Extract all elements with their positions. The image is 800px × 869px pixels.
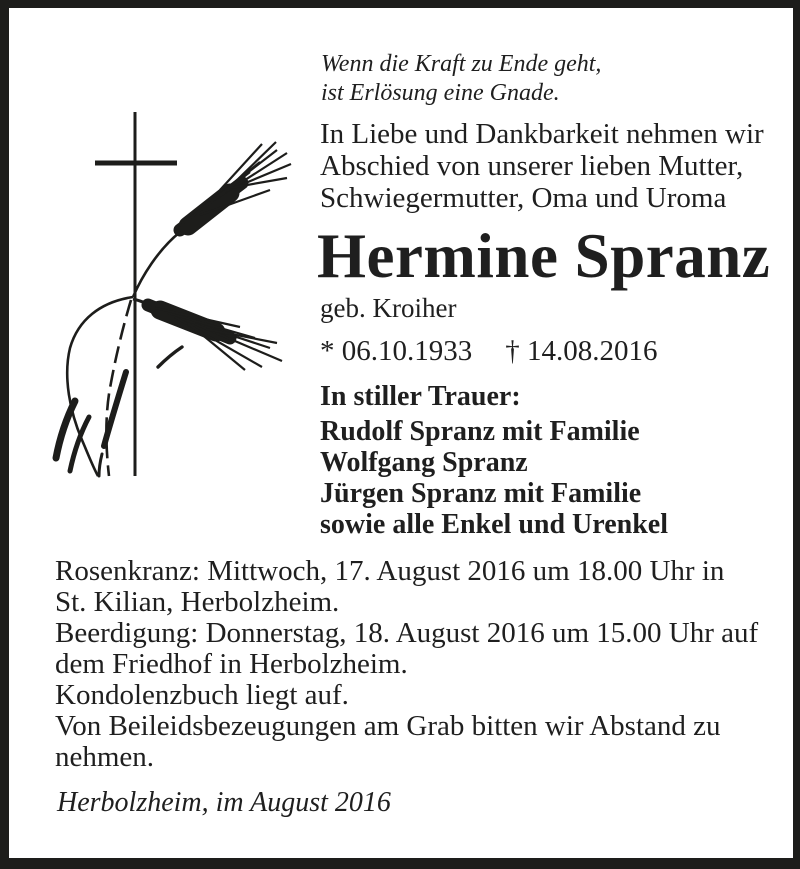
details-line: Rosenkranz: Mittwoch, 17. August 2016 um 18.00 Uhr in xyxy=(55,555,725,587)
details-line: Kondolenzbuch liegt auf. xyxy=(55,679,349,711)
deceased-name: Hermine Spranz xyxy=(317,221,771,291)
funeral-details xyxy=(55,556,758,773)
details-line: Von Beileidsbezeugungen am Grab bitten wir Abstand zu xyxy=(55,710,721,742)
mourning-header: In stiller Trauer: xyxy=(320,381,521,412)
grass-blade xyxy=(99,454,102,476)
life-dates xyxy=(320,335,658,367)
grass-blade xyxy=(56,401,75,458)
opening-quote xyxy=(321,50,601,108)
intro-line: Schwiegermutter, Oma und Uroma xyxy=(320,182,727,214)
mourner-line: Jürgen Spranz mit Familie xyxy=(320,478,642,509)
grass-blade xyxy=(70,417,89,471)
details-line: Beerdigung: Donnerstag, 18. August 2016 um 15.00 Uhr auf xyxy=(55,617,759,649)
details-line: St. Kilian, Herbolzheim. xyxy=(55,586,340,618)
quote-line: ist Erlösung eine Gnade. xyxy=(321,80,560,106)
mourner-line: sowie alle Enkel und Urenkel xyxy=(320,509,668,540)
intro-text xyxy=(320,118,764,214)
maiden-name: geb. Kroiher xyxy=(320,293,457,323)
details-line: dem Friedhof in Herbolzheim. xyxy=(55,648,408,680)
place-and-date: Herbolzheim, im August 2016 xyxy=(57,787,391,818)
intro-line: In Liebe und Dankbarkeit nehmen wir xyxy=(320,118,764,150)
mourners-list xyxy=(320,416,668,540)
mourner-line: Wolfgang Spranz xyxy=(320,447,528,478)
birth-date: * 06.10.1933 xyxy=(320,335,473,367)
intro-line: Abschied von unserer lieben Mutter, xyxy=(320,150,744,182)
death-date: † 14.08.2016 xyxy=(505,335,658,367)
small-grass-stroke xyxy=(158,347,182,367)
cross-with-wheat-illustration xyxy=(30,80,310,480)
upper-wheat-stem xyxy=(133,232,180,297)
quote-line: Wenn die Kraft zu Ende geht, xyxy=(321,51,602,77)
mourner-line: Rudolf Spranz mit Familie xyxy=(320,416,640,447)
details-line: nehmen. xyxy=(55,741,155,773)
